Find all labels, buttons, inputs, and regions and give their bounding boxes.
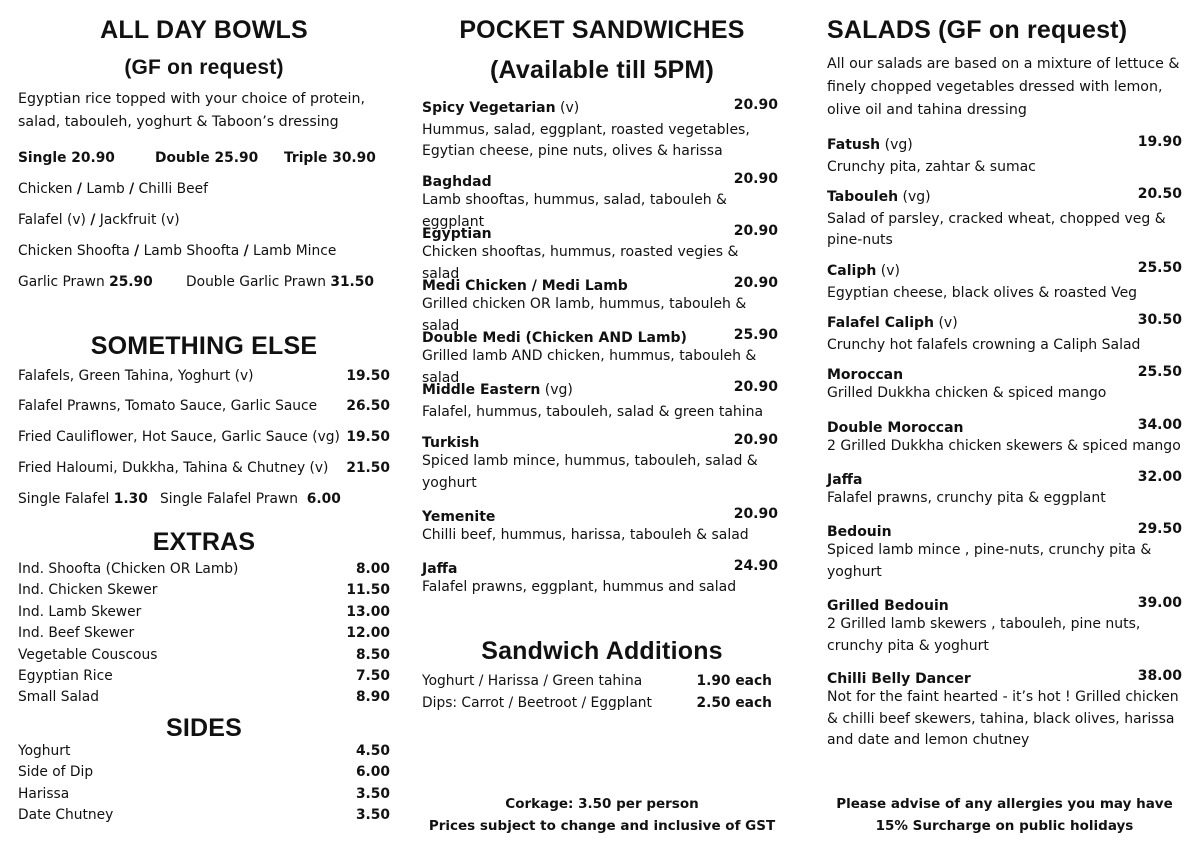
salad-item: Double Moroccan 34.00 2 Grilled Dukkha chicken skewers & spiced mango [827,417,1182,454]
salad-item: Tabouleh (vg) 20.50 Salad of parsley, cracked wheat, chopped veg & pine-nuts [827,186,1182,248]
salad-item: Fatush (vg) 19.90 Crunchy pita, zahtar & sumac [827,134,1182,175]
sides-item: Yoghurt 4.50 [18,743,390,759]
salads-title: SALADS (GF on request) [827,16,1128,44]
bowls-option-shoofta: Chicken Shoofta / Lamb Shoofta / Lamb Mince [18,243,337,259]
sandwiches-title: POCKET SANDWICHES [459,16,745,44]
extras-title: EXTRAS [152,528,256,556]
bowls-description: Egyptian rice topped with your choice of protein, salad, tabouleh, yoghurt & Taboon’s dressing [18,91,365,130]
salad-item: Bedouin 29.50 Spiced lamb mince , pine-nuts, crunchy pita & yoghurt [827,521,1182,580]
sides-item: Date Chutney 3.50 [18,807,390,823]
sandwich-item: Double Medi (Chicken AND Lamb) 25.90 Grilled lamb AND chicken, hummus, tabouleh & salad [422,327,778,386]
sandwich-item: Medi Chicken / Medi Lamb 20.90 Grilled chicken OR lamb, hummus, tabouleh & salad [422,275,778,334]
something-item: Fried Haloumi, Dukkha, Tahina & Chutney (v) 21.50 [18,460,390,476]
extras-item: Ind. Chicken Skewer 11.50 [18,582,390,598]
sandwich-item: Middle Eastern (vg) 20.90 Falafel, hummus, tabouleh, salad & green tahina [422,379,778,420]
something-else-title: SOMETHING ELSE [90,332,318,360]
corkage-note: Corkage: 3.50 per person [505,796,699,812]
salad-item: Caliph (v) 25.50 Egyptian cheese, black olives & roasted Veg [827,260,1182,301]
salad-item: Falafel Caliph (v) 30.50 Crunchy hot falafels crowning a Caliph Salad [827,312,1182,353]
sandwich-item: Jaffa 24.90 Falafel prawns, eggplant, hummus and salad [422,558,778,595]
size-triple: Triple 30.90 [284,150,376,166]
something-item: Falafel Prawns, Tomato Sauce, Garlic Sauce 26.50 [18,398,390,414]
sides-item: Harissa 3.50 [18,786,390,802]
sandwich-item: Egyptian 20.90 Chicken shooftas, hummus, roasted vegies & salad [422,223,778,282]
extras-item: Ind. Shoofta (Chicken OR Lamb) 8.00 [18,561,390,577]
footer-middle [402,793,802,837]
salads-description: All our salads are based on a mixture of lettuce & finely chopped vegetables dressed with lemon, olive oil and tahina dressing [827,56,1180,118]
sandwich-item: Baghdad 20.90 Lamb shooftas, hummus, salad, tabouleh & eggplant [422,171,778,230]
bowls-option-meat: Chicken / Lamb / Chilli Beef [18,181,208,197]
bowls-title: ALL DAY BOWLS [100,16,308,44]
sides-title: SIDES [165,714,243,742]
sandwich-item: Spicy Vegetarian (v) 20.90 Hummus, salad, eggplant, roasted vegetables, Egytian cheese, pine nuts, olives & harissa [422,97,778,159]
salad-item: Grilled Bedouin 39.00 2 Grilled lamb skewers , tabouleh, pine nuts, crunchy pita & yoghurt [827,595,1182,654]
salad-item: Moroccan 25.50 Grilled Dukkha chicken & spiced mango [827,364,1182,401]
extras-item: Egyptian Rice 7.50 [18,668,390,684]
salad-item: Chilli Belly Dancer 38.00 Not for the faint hearted - it’s hot ! Grilled chicken & chilli beef skewers, tahina, black olives, harissa and date and lemon chutney [827,668,1182,748]
size-double: Double 25.90 [155,150,259,166]
addition-item: Yoghurt / Harissa / Green tahina 1.90 each [422,673,772,689]
extras-item: Vegetable Couscous 8.50 [18,647,390,663]
extras-item: Small Salad 8.90 [18,689,390,705]
surcharge-note: 15% Surcharge on public holidays [875,818,1134,834]
sandwich-item: Turkish 20.90 Spiced lamb mince, hummus, tabouleh, salad & yoghurt [422,432,778,491]
salad-item: Jaffa 32.00 Falafel prawns, crunchy pita & eggplant [827,469,1182,506]
additions-title: Sandwich Additions [481,637,723,665]
allergies-note: Please advise of any allergies you may have [836,796,1173,812]
column-left: ALL DAY BOWLS (GF on request) Egyptian rice topped with your choice of protein, salad, tabouleh, yoghurt & Taboon’s dressing Single 20.90 Double 25.90 Triple 30.90 Chicken / Lamb / Chilli Beef Falafel (v) / Jackfruit (v) Chicken Shoofta / Lamb Shoofta / Lamb Mince Garlic Prawn 25.90 Double Garlic Prawn 31.50 SOMETHING ELSE Falafels, Green Tahina, Yoghurt (v) 19.50 Falafel Prawns, Tomato Sauce, Garlic Sauce 26.50 Fried Cauliflower, Hot Sauce, Garlic Sauce (vg) 19.50 Fried Haloumi, Dukkha, Tahina & Chutney (v) 21.50 Single Falafel 1.30 Single Falafel Prawn 6.00 EXTRAS Ind. Shoofta (Chicken OR Lamb) 8.00 Ind. Chicken Skewer 11.50 Ind. Lamb Skewer 13.00 Ind. Beef Skewer 12.00 Vegetable Couscous 8.50 Egyptian Rice 7.50 Small Salad 8.90 SIDES Yoghurt 4.50 Side of Dip 6.00 Harissa 3.50 Date Chutney 3.50 [18,16,390,823]
something-item: Fried Cauliflower, Hot Sauce, Garlic Sauce (vg) 19.50 [18,429,390,445]
something-item: Falafels, Green Tahina, Yoghurt (v) 19.50 [18,368,390,384]
sandwiches-subtitle: (Available till 5PM) [490,56,714,84]
column-right [827,0,1182,848]
footer-right [807,793,1200,837]
size-single: Single 20.90 [18,150,115,166]
column-middle [422,0,782,848]
extras-item: Ind. Lamb Skewer 13.00 [18,604,390,620]
addition-item: Dips: Carrot / Beetroot / Eggplant 2.50 each [422,695,772,711]
bowls-subtitle: (GF on request) [124,56,284,79]
extras-item: Ind. Beef Skewer 12.00 [18,625,390,641]
sandwich-item: Yemenite 20.90 Chilli beef, hummus, harissa, tabouleh & salad [422,506,778,543]
prices-note: Prices subject to change and inclusive of GST [428,818,776,834]
sides-item: Side of Dip 6.00 [18,764,390,780]
bowls-option-veg: Falafel (v) / Jackfruit (v) [18,212,180,228]
